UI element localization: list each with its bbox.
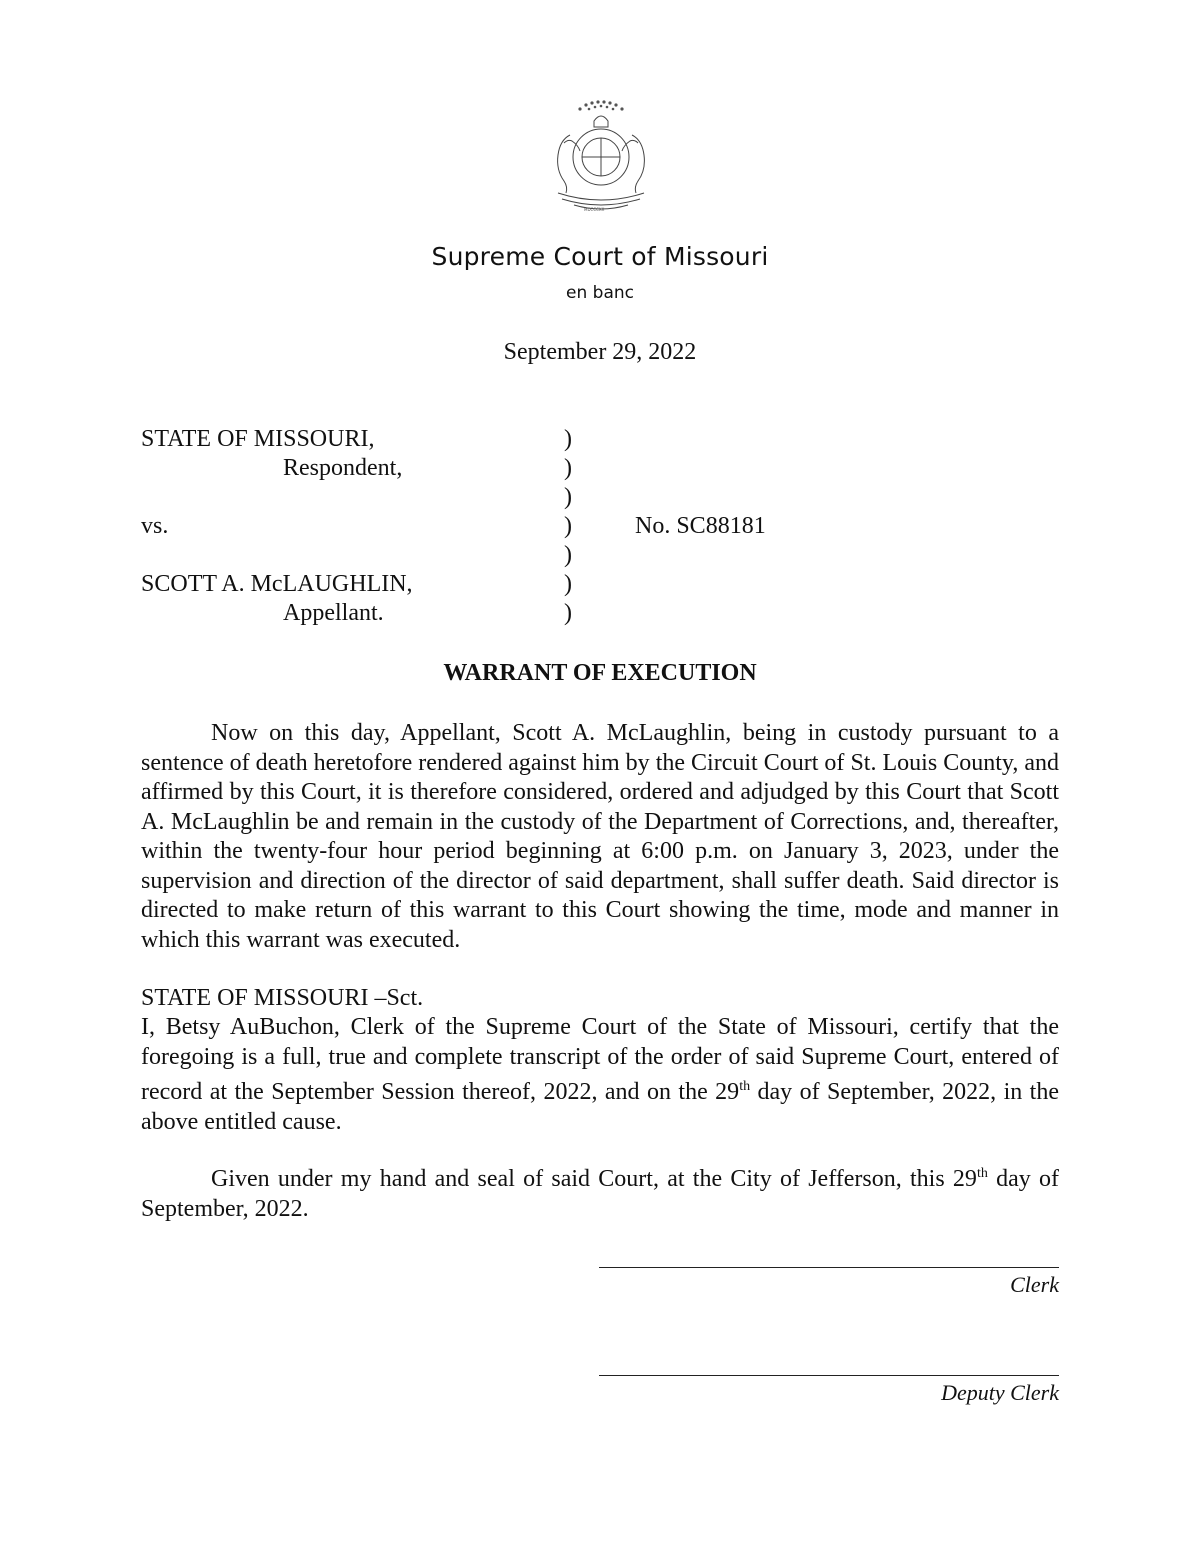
svg-text:MDCCCXX: MDCCCXX (584, 207, 605, 212)
warrant-paragraph: Now on this day, Appellant, Scott A. McLaughlin, being in custody pursuant to a sentence of death heretofore rendered against him by the Circuit Court of St. Louis County, and affirmed by this Court, it is therefore considered, ordered and adjudged by this Court that Scott A. McLaughlin be and remain in the custody of the Department of Corrections, and, thereafter, within the twenty-four hour period beginning at 6:00 p.m. on January 3, 2023, under the supervision and direction of the director of said department, shall suffer death. Said director is directed to make return of this warrant to this Court showing the time, mode and manner in which this warrant was executed. (141, 720, 1059, 953)
caption-paren: ) (564, 600, 572, 626)
court-subtitle: en banc (566, 283, 634, 303)
caption-paren: ) (564, 513, 572, 539)
deputy-clerk-label: Deputy Clerk (941, 1380, 1059, 1405)
caption-paren: ) (564, 426, 572, 452)
order-date: September 29, 2022 (503, 339, 697, 365)
caption-defendant-role: Appellant. (283, 600, 384, 626)
clerk-label: Clerk (1010, 1272, 1059, 1297)
document-title: WARRANT OF EXECUTION (443, 660, 757, 686)
given-paragraph: Given under my hand and seal of said Court, at the City of Jefferson, this 29th day of September, 2022. (141, 1166, 1059, 1222)
caption-plaintiff: STATE OF MISSOURI, (141, 426, 375, 452)
caption-paren: ) (564, 484, 572, 510)
caption-paren: ) (564, 571, 572, 597)
caption-paren: ) (564, 455, 572, 481)
court-name: Supreme Court of Missouri (431, 242, 769, 271)
missouri-state-seal-icon (540, 95, 664, 219)
caption-versus: vs. (141, 513, 169, 539)
caption-plaintiff-role: Respondent, (283, 455, 403, 481)
clerk-signature-line (599, 1267, 1059, 1268)
venue-line: STATE OF MISSOURI –Sct. (141, 985, 424, 1011)
case-number: No. SC88181 (635, 513, 766, 539)
certification-paragraph: I, Betsy AuBuchon, Clerk of the Supreme Court of the State of Missouri, certify that the foregoing is a full, true and complete transcript of the order of said Supreme Court, entered of record at the September Session thereof, 2022, and on the 29th day of September, 2022, in the above entitled cause. (141, 1014, 1059, 1135)
caption-paren: ) (564, 542, 572, 568)
caption-defendant: SCOTT A. McLAUGHLIN, (141, 571, 413, 597)
deputy-clerk-signature-line (599, 1375, 1059, 1376)
